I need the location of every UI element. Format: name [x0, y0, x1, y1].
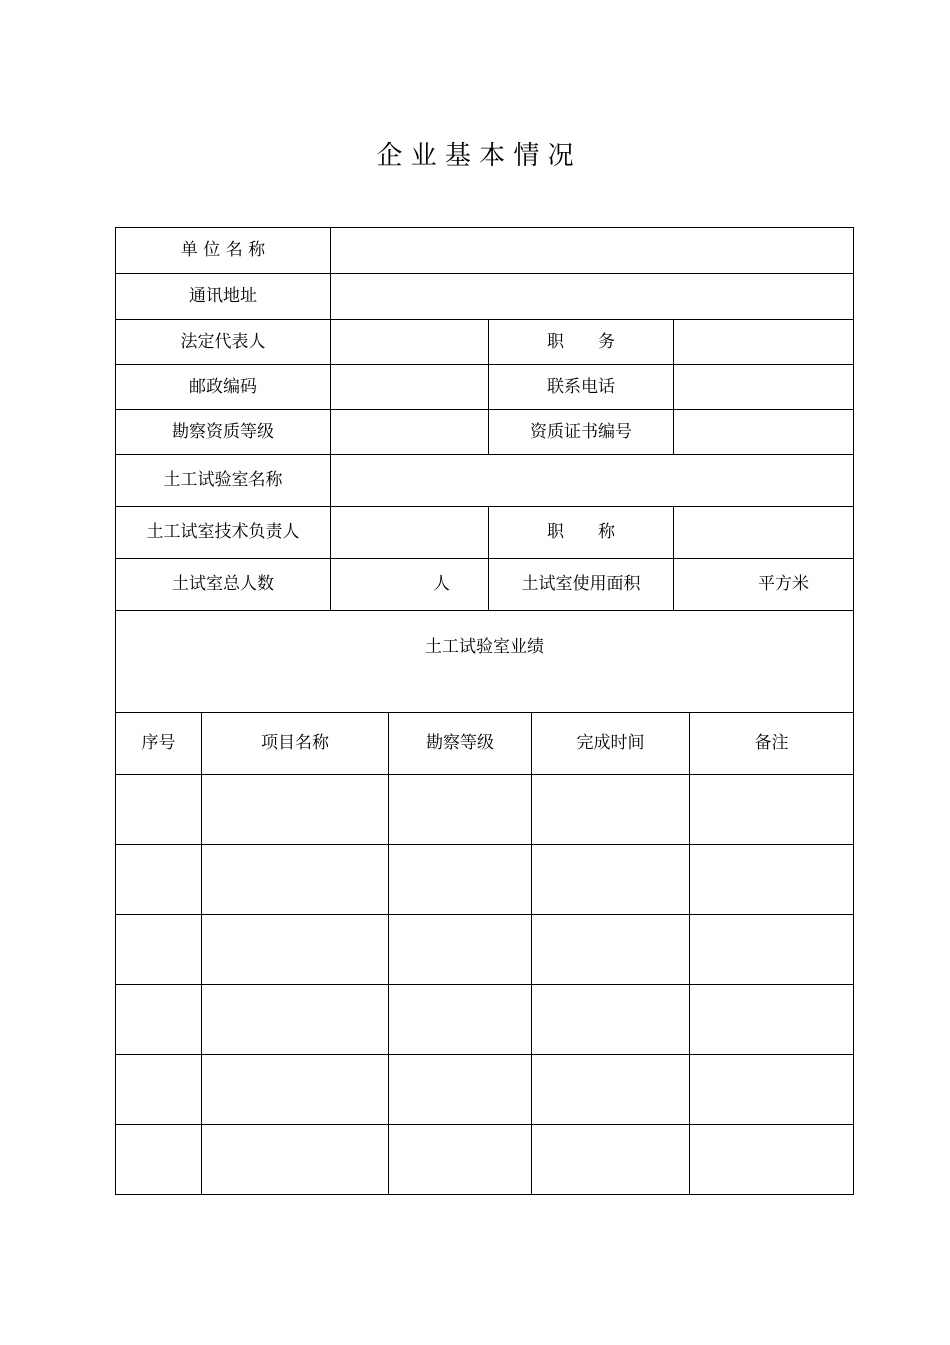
table-row: [116, 845, 854, 915]
lab-name-label: 土工试验室名称: [116, 455, 331, 507]
table-cell[interactable]: [389, 845, 532, 915]
table-row: [116, 915, 854, 985]
lab-area-label: 土试室使用面积: [489, 559, 674, 611]
page-title: 企 业 基 本 情 况: [376, 141, 574, 171]
legal-rep-field[interactable]: [331, 320, 489, 365]
table-cell[interactable]: [116, 1125, 202, 1195]
table-row: [116, 775, 854, 845]
table-cell[interactable]: [116, 845, 202, 915]
table-cell[interactable]: [202, 845, 389, 915]
performance-header-row: [116, 713, 854, 775]
postal-code-field[interactable]: [331, 365, 489, 410]
table-cell[interactable]: [389, 985, 532, 1055]
lab-tech-lead-label: 土工试室技术负责人: [116, 507, 331, 559]
column-header-index: 序号: [116, 713, 202, 775]
certificate-no-field[interactable]: [674, 410, 854, 455]
table-row: [116, 1055, 854, 1125]
table-cell[interactable]: [690, 1125, 854, 1195]
phone-field[interactable]: [674, 365, 854, 410]
table-cell[interactable]: [202, 775, 389, 845]
qualification-grade-label: 勘察资质等级: [116, 410, 331, 455]
column-header-survey-grade: 勘察等级: [389, 713, 532, 775]
table-cell[interactable]: [532, 915, 690, 985]
unit-name-label: 单 位 名 称: [116, 228, 331, 274]
table-cell[interactable]: [389, 775, 532, 845]
performance-table: [115, 712, 854, 1195]
table-cell[interactable]: [389, 1125, 532, 1195]
table-cell[interactable]: [690, 915, 854, 985]
table-cell[interactable]: [532, 1125, 690, 1195]
postal-code-label: 邮政编码: [116, 365, 331, 410]
legal-rep-label: 法定代表人: [116, 320, 331, 365]
table-cell[interactable]: [389, 1055, 532, 1125]
position-label: 职 务: [489, 320, 674, 365]
certificate-no-label: 资质证书编号: [489, 410, 674, 455]
table-cell[interactable]: [690, 775, 854, 845]
title-field[interactable]: [674, 507, 854, 559]
lab-area-field[interactable]: [674, 559, 854, 611]
table-cell[interactable]: [690, 985, 854, 1055]
lab-name-field[interactable]: [331, 455, 854, 507]
lab-headcount-field[interactable]: [331, 559, 489, 611]
table-row: [116, 1125, 854, 1195]
table-cell[interactable]: [116, 775, 202, 845]
table-cell[interactable]: [532, 775, 690, 845]
position-field[interactable]: [674, 320, 854, 365]
phone-label: 联系电话: [489, 365, 674, 410]
headcount-unit: 人: [433, 574, 450, 594]
column-header-project-name: 项目名称: [202, 713, 389, 775]
lab-headcount-label: 土试室总人数: [116, 559, 331, 611]
area-unit: 平方米: [758, 574, 810, 594]
company-info-table: [115, 227, 854, 713]
table-cell[interactable]: [202, 1055, 389, 1125]
table-cell[interactable]: [389, 915, 532, 985]
table-cell[interactable]: [116, 985, 202, 1055]
qualification-grade-field[interactable]: [331, 410, 489, 455]
unit-name-field[interactable]: [331, 228, 854, 274]
address-label: 通讯地址: [116, 274, 331, 320]
performance-section-title: 土工试验室业绩: [116, 611, 854, 713]
table-cell[interactable]: [202, 915, 389, 985]
table-cell[interactable]: [532, 1055, 690, 1125]
table-cell[interactable]: [690, 1055, 854, 1125]
address-field[interactable]: [331, 274, 854, 320]
table-cell[interactable]: [690, 845, 854, 915]
table-cell[interactable]: [202, 985, 389, 1055]
column-header-completion-time: 完成时间: [532, 713, 690, 775]
column-header-remarks: 备注: [690, 713, 854, 775]
table-row: [116, 985, 854, 1055]
lab-tech-lead-field[interactable]: [331, 507, 489, 559]
table-cell[interactable]: [202, 1125, 389, 1195]
table-cell[interactable]: [116, 915, 202, 985]
title-label: 职 称: [489, 507, 674, 559]
table-cell[interactable]: [532, 985, 690, 1055]
table-cell[interactable]: [116, 1055, 202, 1125]
table-cell[interactable]: [532, 845, 690, 915]
